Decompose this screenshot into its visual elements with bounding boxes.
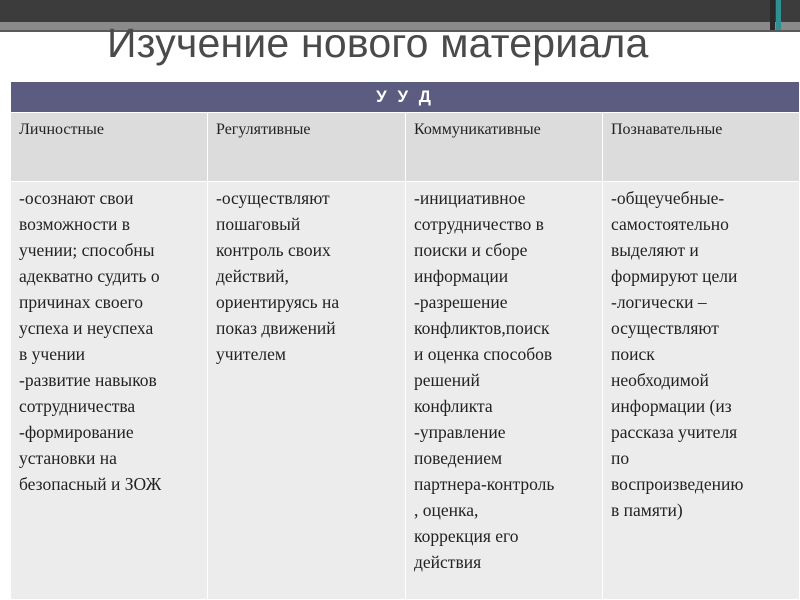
cell-line: в памяти) (611, 500, 683, 520)
cell-line: необходимой (611, 370, 709, 390)
cell-line: действий, (216, 266, 289, 286)
cell-line: и оценка способов (414, 344, 553, 364)
cell-line: самостоятельно (611, 214, 729, 234)
cell-line: партнера-контроль (414, 474, 555, 494)
cell-line: информации (из (611, 396, 732, 416)
uud-table (10, 81, 800, 600)
cell-line: осуществляют (611, 318, 719, 338)
cell-line: -осуществляют (216, 188, 330, 208)
cell-line: формируют цели (611, 266, 738, 286)
cell-line: воспроизведению (611, 474, 744, 494)
cell-regulatory (208, 182, 406, 600)
cell-line: контроль своих (216, 240, 331, 260)
cell-line: -логически – (611, 292, 707, 312)
cell-line: учителем (216, 344, 286, 364)
cell-line: коррекция его (414, 526, 519, 546)
cell-line: выделяют и (611, 240, 699, 260)
cell-line: ориентируясь на (216, 292, 340, 312)
cell-line: возможности в (19, 214, 131, 234)
column-header-communicative: Коммуникативные (406, 113, 603, 182)
cell-line: -управление (414, 422, 506, 442)
column-header-cognitive: Познавательные (603, 113, 800, 182)
cell-line: -инициативное (414, 188, 526, 208)
cell-line: поиск (611, 344, 655, 364)
cell-line: , оценка, (414, 500, 479, 520)
cell-line: -общеучебные- (611, 188, 725, 208)
cell-line: -разрешение (414, 292, 508, 312)
cell-line: в учении (19, 344, 86, 364)
cell-line: сотрудничество в (414, 214, 544, 234)
slide-title: Изучение нового материала (107, 20, 649, 66)
table-row (11, 182, 800, 600)
cell-communicative (406, 182, 603, 600)
table-header-row (11, 82, 800, 113)
cell-line: решений (414, 370, 480, 390)
cell-line: адекватно судить о (19, 266, 160, 286)
cell-personal (11, 182, 208, 600)
cell-line: пошаговый (216, 214, 301, 234)
cell-line: поведением (414, 448, 503, 468)
cell-cognitive (603, 182, 800, 600)
cell-line: установки на (19, 448, 117, 468)
table-header: У У Д (11, 82, 800, 113)
cell-line: показ движений (216, 318, 336, 338)
cell-line: действия (414, 552, 482, 572)
cell-line: по (611, 448, 630, 468)
cell-line: поиски и сборе (414, 240, 528, 260)
accent-tab-teal (776, 0, 781, 30)
cell-line: учении; способны (19, 240, 155, 260)
cell-line: конфликта (414, 396, 493, 416)
column-header-personal: Личностные (11, 113, 208, 182)
cell-line: информации (414, 266, 509, 286)
cell-line: -развитие навыков (19, 370, 157, 390)
cell-line: сотрудничества (19, 396, 136, 416)
cell-line: конфликтов,поиск (414, 318, 550, 338)
cell-line: причинах своего (19, 292, 144, 312)
cell-line: -формирование (19, 422, 134, 442)
cell-line: рассказа учителя (611, 422, 738, 442)
cell-line: -осознают свои (19, 188, 134, 208)
cell-line: успеха и неуспеха (19, 318, 154, 338)
accent-tab-dark (770, 0, 775, 30)
column-header-regulatory: Регулятивные (208, 113, 406, 182)
cell-line: безопасный и ЗОЖ (19, 474, 162, 494)
top-decoration-bar (0, 0, 800, 22)
column-headers-row (11, 113, 800, 182)
